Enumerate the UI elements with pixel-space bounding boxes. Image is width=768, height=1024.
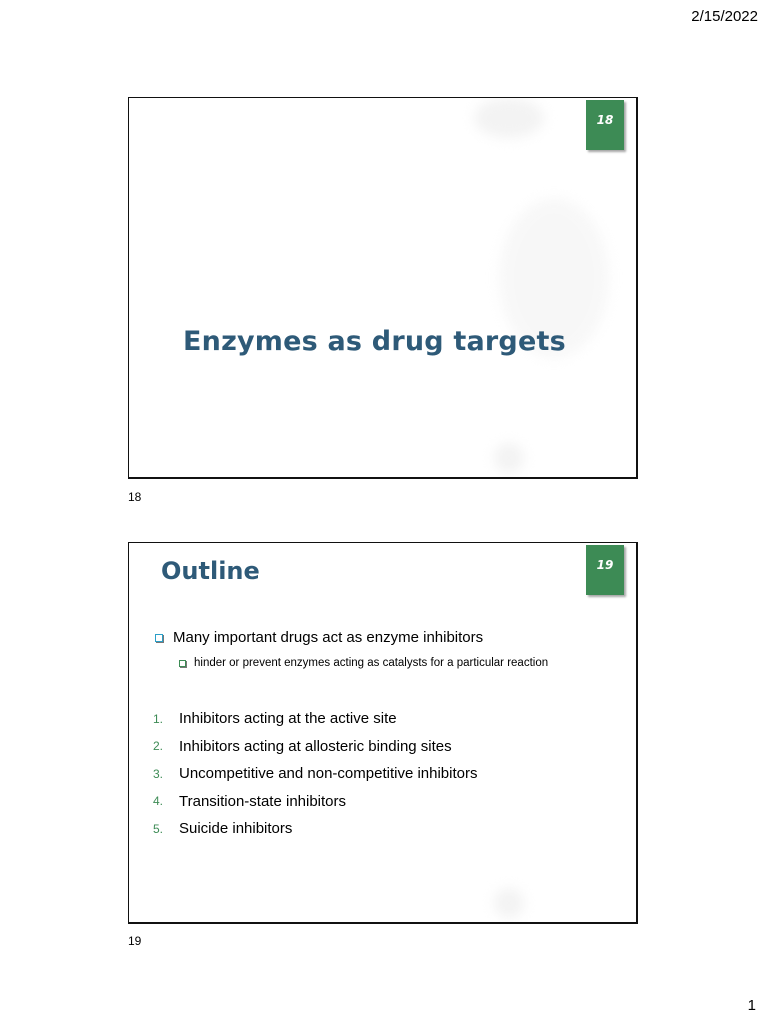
list-item-text: Suicide inhibitors [179, 820, 293, 838]
square-bullet-icon [155, 634, 163, 642]
background-decoration [474, 98, 544, 138]
bullet-text: Many important drugs act as enzyme inhibitors [173, 629, 484, 646]
page-number: 1 [747, 997, 756, 1014]
sub-bullet-item [179, 657, 548, 669]
slide-caption: 18 [128, 490, 142, 504]
list-item-text: Uncompetitive and non-competitive inhibitors [179, 765, 478, 783]
list-item-text: Inhibitors acting at the active site [179, 710, 397, 728]
list-marker: 4. [153, 794, 164, 809]
list-item [153, 733, 477, 761]
list-item [153, 705, 477, 733]
slide-number-badge: 19 [586, 545, 624, 595]
slide-title: Outline [161, 557, 260, 585]
page-date: 2/15/2022 [691, 8, 758, 25]
list-item [153, 760, 477, 788]
slide-number-badge: 18 [586, 100, 624, 150]
slide-title: Enzymes as drug targets [183, 326, 566, 357]
list-marker: 1. [153, 711, 164, 726]
list-marker: 2. [153, 739, 164, 754]
background-decoration [494, 443, 524, 473]
list-item [153, 788, 477, 816]
bullet-item [155, 629, 483, 646]
list-marker: 5. [153, 821, 164, 836]
list-item [153, 815, 477, 843]
list-marker: 3. [153, 766, 164, 781]
square-bullet-icon [179, 660, 186, 667]
list-item-text: Transition-state inhibitors [179, 792, 347, 810]
list-item-text: Inhibitors acting at allosteric binding sites [179, 737, 452, 755]
slide-caption: 19 [128, 934, 142, 948]
numbered-list [153, 705, 477, 843]
slide-19 [128, 542, 638, 924]
slide-18 [128, 97, 638, 479]
background-decoration [494, 888, 524, 918]
sub-bullet-text: hinder or prevent enzymes acting as catalysts for a particular reaction [194, 657, 549, 669]
